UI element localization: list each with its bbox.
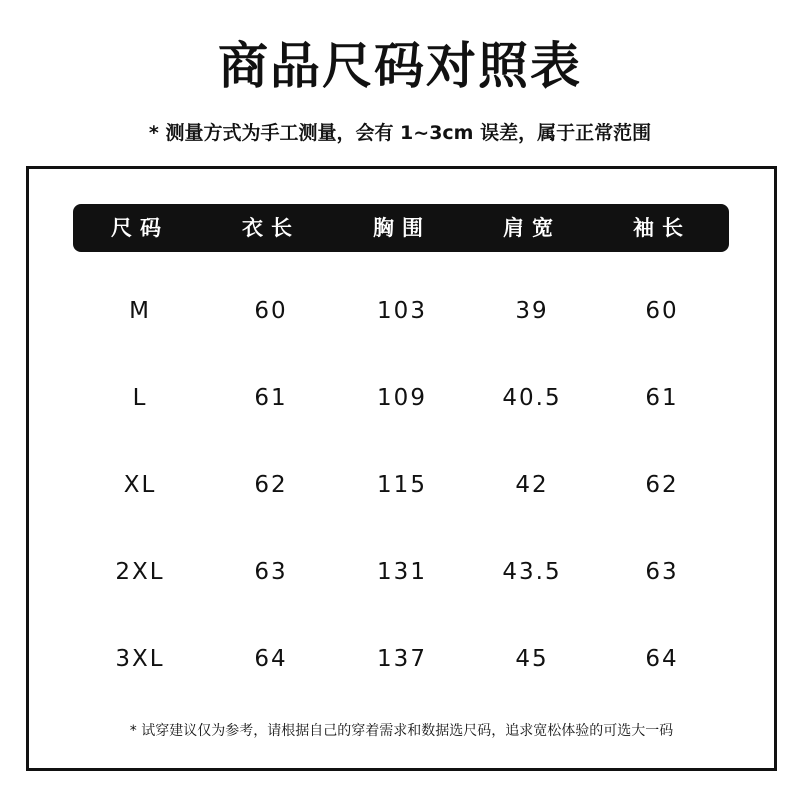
cell-shoulder: 45 xyxy=(515,646,549,672)
table-header xyxy=(73,204,729,252)
cell-chest: 109 xyxy=(377,385,427,411)
cell-shoulder: 42 xyxy=(515,472,549,498)
cell-length: 63 xyxy=(254,559,288,585)
page-title: 商品尺码对照表 xyxy=(218,37,582,95)
cell-sleeve: 63 xyxy=(645,559,679,585)
cell-size: XL xyxy=(123,472,157,498)
cell-shoulder: 40.5 xyxy=(502,385,562,411)
cell-shoulder: 39 xyxy=(515,298,549,324)
cell-size: L xyxy=(132,385,148,411)
header-shoulder: 肩宽 xyxy=(503,216,561,240)
cell-sleeve: 64 xyxy=(645,646,679,672)
table-row xyxy=(29,639,774,679)
table-row xyxy=(29,378,774,418)
cell-shoulder: 43.5 xyxy=(502,559,562,585)
cell-length: 61 xyxy=(254,385,288,411)
cell-sleeve: 61 xyxy=(645,385,679,411)
cell-sleeve: 62 xyxy=(645,472,679,498)
header-length: 衣长 xyxy=(242,216,300,240)
table-row xyxy=(29,465,774,505)
cell-length: 60 xyxy=(254,298,288,324)
table-row xyxy=(29,291,774,331)
cell-length: 64 xyxy=(254,646,288,672)
header-chest: 胸围 xyxy=(373,216,431,240)
header-sleeve: 袖长 xyxy=(633,216,691,240)
table-row xyxy=(29,552,774,592)
header-size: 尺码 xyxy=(111,216,169,240)
cell-chest: 115 xyxy=(377,472,427,498)
measurement-note: * 测量方式为手工测量，会有 1~3cm 误差，属于正常范围 xyxy=(148,122,652,144)
fitting-note: * 试穿建议仅为参考，请根据自己的穿着需求和数据选尺码，追求宽松体验的可选大一码 xyxy=(129,723,674,739)
cell-chest: 103 xyxy=(377,298,427,324)
cell-chest: 131 xyxy=(377,559,427,585)
cell-size: M xyxy=(129,298,151,324)
cell-chest: 137 xyxy=(377,646,427,672)
cell-size: 3XL xyxy=(115,646,165,672)
cell-size: 2XL xyxy=(115,559,165,585)
cell-sleeve: 60 xyxy=(645,298,679,324)
size-table-frame xyxy=(26,166,777,771)
cell-length: 62 xyxy=(254,472,288,498)
